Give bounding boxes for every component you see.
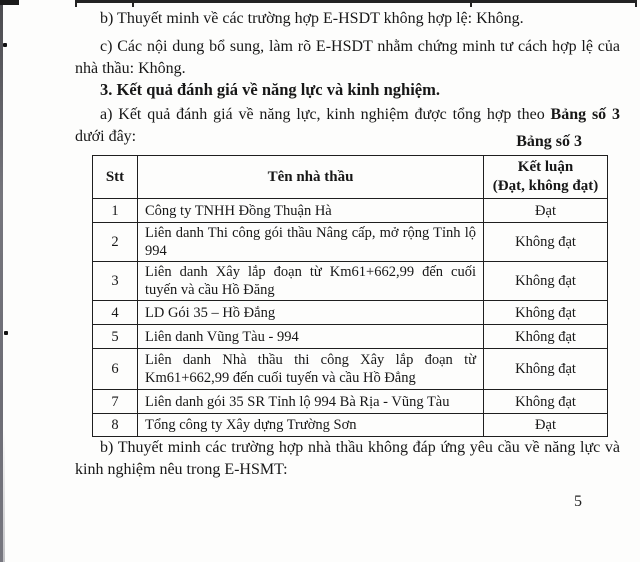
- table-row: [93, 262, 608, 301]
- evaluation-table-body: [93, 156, 608, 437]
- cell-result: Không đạt: [484, 349, 608, 390]
- cell-stt: 5: [93, 325, 138, 349]
- paragraph-a-table-ref: Bảng số 3: [550, 106, 620, 123]
- cutoff-table-border: [75, 0, 637, 3]
- header-conclusion: [484, 156, 608, 199]
- scan-corner-mark: [0, 0, 19, 5]
- table-row: [93, 199, 608, 223]
- cell-contractor-name: Tổng công ty Xây dựng Trường Sơn: [138, 414, 484, 437]
- cell-stt: 8: [93, 414, 138, 437]
- cell-contractor-name: Liên danh Nhà thầu thi công Xây lắp đoạn từ Km61+662,99 đến cuối tuyến và cầu Hồ Đẳng: [138, 349, 484, 390]
- cell-contractor-name: Liên danh Xây lắp đoạn từ Km61+662,99 đến cuối tuyến và cầu Hồ Đăng: [138, 262, 484, 301]
- table-row: [93, 325, 608, 349]
- header-name: Tên nhà thầu: [138, 156, 484, 199]
- evaluation-table: [92, 155, 608, 437]
- cell-stt: 3: [93, 262, 138, 301]
- table-row: [93, 414, 608, 437]
- page-number: 5: [574, 493, 582, 510]
- scan-left-edge-shadow: [3, 430, 5, 562]
- header-stt: Stt: [93, 156, 138, 199]
- table-row: [93, 223, 608, 262]
- section-heading: 3. Kết quả đánh giá về năng lực và kinh nghiệm.: [100, 80, 440, 99]
- margin-dot: [3, 43, 7, 47]
- cell-result: Không đạt: [484, 262, 608, 301]
- paragraph-a-text-end: dưới đây:: [75, 128, 137, 145]
- cell-stt: 2: [93, 223, 138, 262]
- cell-result: Đạt: [484, 199, 608, 223]
- cell-contractor-name: Liên danh Thi công gói thầu Nâng cấp, mở rộng Tỉnh lộ 994: [138, 223, 484, 262]
- cell-contractor-name: Liên danh gói 35 SR Tỉnh lộ 994 Bà Rịa - Vũng Tàu: [138, 390, 484, 414]
- table-row: [93, 390, 608, 414]
- header-conclusion-line1: Kết luận: [517, 159, 574, 175]
- table-caption: Bảng số 3: [516, 133, 582, 150]
- cell-stt: 7: [93, 390, 138, 414]
- header-conclusion-line2: (Đạt, không đạt): [492, 178, 599, 194]
- cell-result: Không đạt: [484, 301, 608, 325]
- cell-stt: 4: [93, 301, 138, 325]
- paragraph-b: b) Thuyết minh về các trường hợp E-HSDT không hợp lệ: Không.: [100, 10, 524, 27]
- cell-stt: 1: [93, 199, 138, 223]
- cell-result: Không đạt: [484, 325, 608, 349]
- cell-stt: 6: [93, 349, 138, 390]
- cell-contractor-name: LD Gói 35 – Hồ Đắng: [138, 301, 484, 325]
- paragraph-a-text: a) Kết quả đánh giá về năng lực, kinh nghiệm được tổng hợp theo: [100, 106, 551, 123]
- cell-result: Đạt: [484, 414, 608, 437]
- paragraph-c: c) Các nội dung bổ sung, làm rõ E-HSDT nhằm chứng minh tư cách hợp lệ của nhà thầu: Không.: [75, 38, 620, 77]
- cell-contractor-name: Công ty TNHH Đồng Thuận Hà: [138, 199, 484, 223]
- table-row: [93, 301, 608, 325]
- margin-dot: [4, 331, 8, 335]
- paragraph-b2: b) Thuyết minh các trường hợp nhà thầu không đáp ứng yêu cầu về năng lực và kinh nghiệm nêu trong E-HSMT:: [75, 439, 620, 478]
- table-row: [93, 349, 608, 390]
- cell-result: Không đạt: [484, 223, 608, 262]
- cell-result: Không đạt: [484, 390, 608, 414]
- cell-contractor-name: Liên danh Vũng Tàu - 994: [138, 325, 484, 349]
- table-header-row: [93, 156, 608, 199]
